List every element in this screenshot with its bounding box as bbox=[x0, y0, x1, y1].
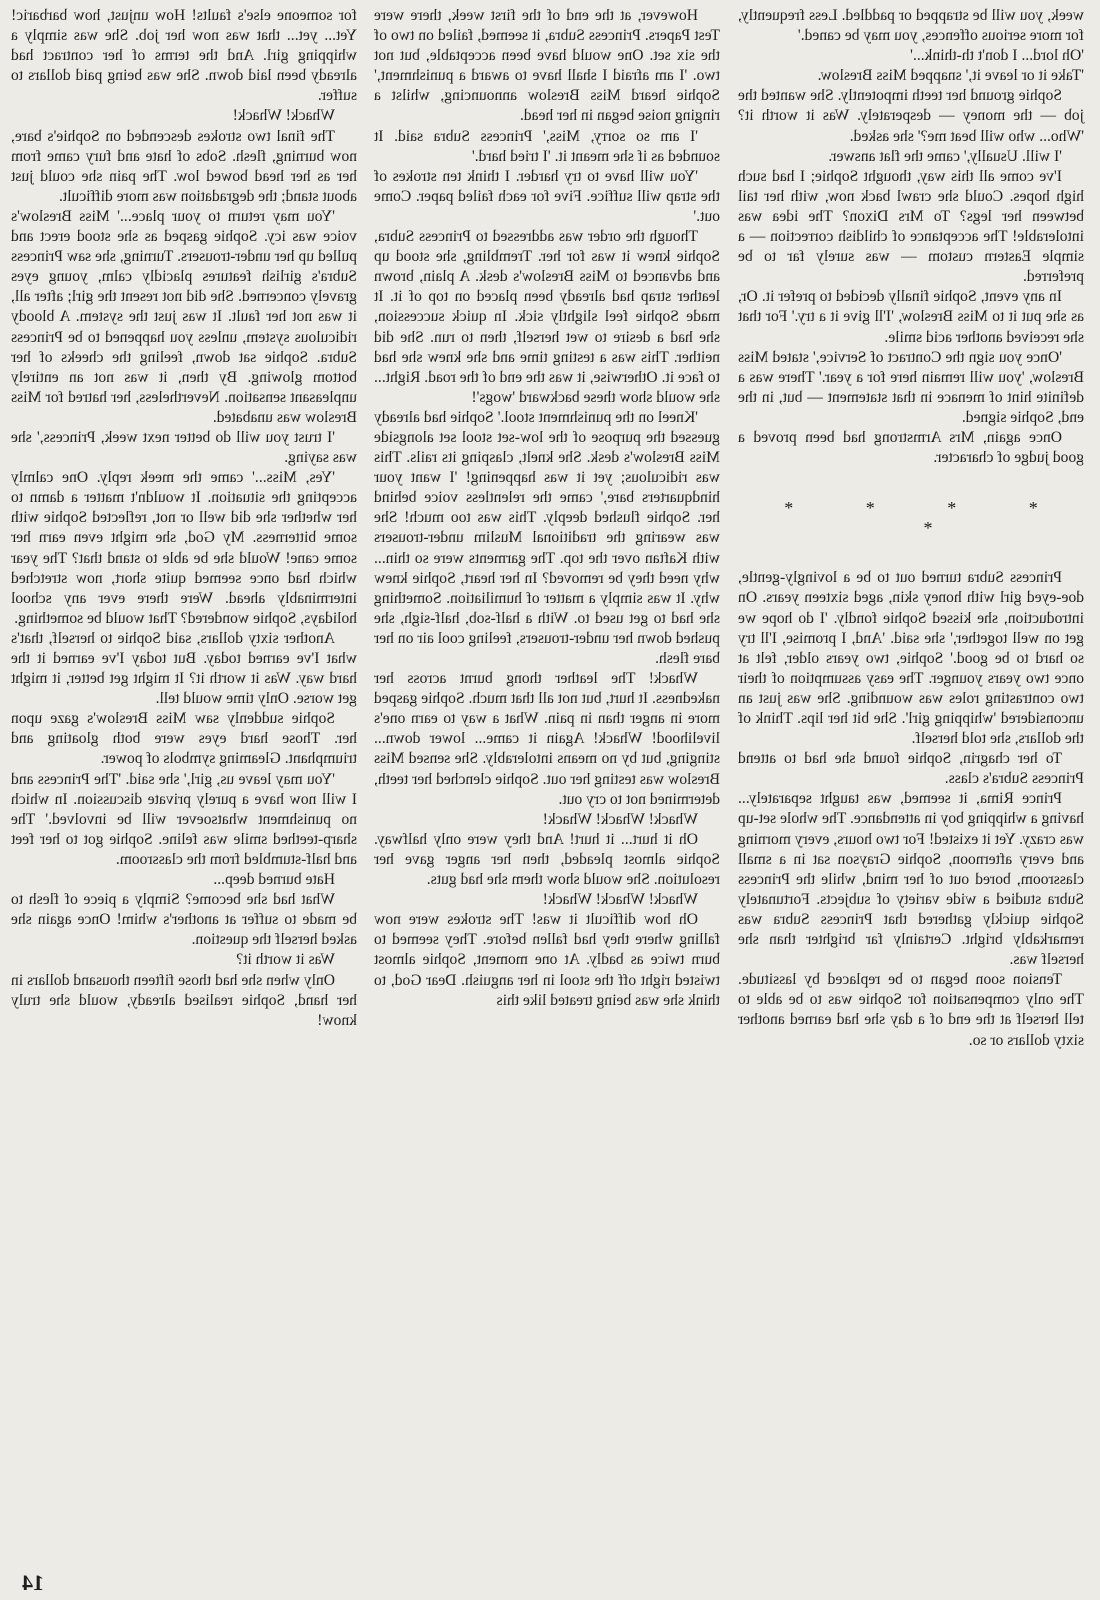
paragraph: 'Oh lord... I don't th-think...' bbox=[910, 47, 1084, 65]
paragraph: 'You may leave us, girl,' she said. 'The Princess and I will now have a purely private discussion. In which no punishment whatsoever will be involved.' The sharp-teethed smile was feline. Sophie got to her feet and half-stumbled from the classroom. bbox=[11, 770, 357, 868]
paragraph: Only when she had those fifteen thousand dollars in her hand, Sophie realised already, would she truly know! bbox=[11, 971, 357, 1029]
text-column-2 bbox=[374, 6, 720, 1011]
paragraph: 'I will. Usually,' came the flat answer. bbox=[828, 147, 1062, 165]
paragraph: 'Once you sign the Contract of Service,' stated Miss Breslow, 'you will remain here for a year.' There was a definite hint of menace in that statement — but, in the end, Sophie signed. bbox=[738, 348, 1084, 426]
paragraph: Hate burned deep... bbox=[213, 871, 335, 889]
paragraph: Whack! The leather thong burnt across her nakedness. It hurt, but not all that much. Sophie gasped more in anger than in pain. What a way to earn one's livelihood! Whack! Again it came... lower down... stinging, but by no means intolerably. She sensed Miss Breslow was testing her out. Sophie clenched her teeth, determined not to cry out. bbox=[374, 670, 720, 808]
paragraph: However, at the end of the first week, there were Test Papers. Princess Subra, it seemed, failed on two of the six set. One would have been acceptable, but not two. 'I am afraid I shall have to award a punishment,' Sophie heard Miss Breslow announcing, whilst a ringing noise began in her head. bbox=[374, 7, 720, 125]
paragraph: 'I trust you will do better next week, Princess,' she was saying. bbox=[11, 428, 357, 467]
paragraph: To her chagrin, Sophie found she had to attend Princess Subra's class. bbox=[738, 750, 1084, 788]
paragraph: Princess Subra turned out to be a lovingly-gentle, doe-eyed girl with honey skin, aged sixteen years. On introduction, she kissed Sophie fondly. 'I do hope we get on well together,' she said. 'And, I promise, I'll try so hard to be good.' Sophie, two years older, felt at once two years younger. The easy assumption of their two contrasting roles was wounding. She was just an unconsidered 'whipping girl'. She bit her lips. Think of the dollars, she told herself. bbox=[738, 569, 1084, 748]
text-column-1 bbox=[738, 6, 1084, 1051]
section-divider: * * * * * bbox=[750, 498, 1038, 539]
paragraph: In any event, Sophie finally decided to prefer it. Or, as she put it to Miss Breslow, 'I'll give it a try.' For that she received another acid smile. bbox=[738, 288, 1084, 346]
paragraph: Was it worth it? bbox=[236, 951, 335, 969]
paragraph: 'Kneel on the punishment stool.' Sophie had already guessed the purpose of the low-set stool set alongside Miss Breslow's desk. She knelt, clasping its rails. This was ridiculous; yet it was happening! 'I want your hindquarters bare,' came the relentless voice behind her. Sophie flushed deeply. This was too much! She was wearing the traditional Muslim under-trousers with Kaftan over the top. The garments were so thin... why need they be removed? In her heart, Sophie knew why. It was simply a matter of humiliation. Something she had to get used to. With a half-sob, half-sigh, she pushed down her under-trousers, feeling cool air on her bare flesh. bbox=[374, 408, 720, 667]
paragraph: Prince Rima, it seemed, was taught separately... having a whipping boy in attendance. The whole set-up was crazy. Yet it existed! For two hours, every morning and every afternoon, Sophie Grayson sat in a small classroom, bored out of her mind, while the Princess Subra studied a wide variety of subjects. Fortunately Sophie quickly gathered that Princess Subra was remarkably bright. Certainly far brighter than she herself was. bbox=[738, 790, 1084, 969]
text-column-3 bbox=[11, 6, 357, 1031]
paragraph: week, you will be strapped or paddled. Less frequently, for more serious offences, you may be caned.' bbox=[738, 7, 1084, 45]
paragraph: Tension soon began to be replaced by lassitude. The only compensation for Sophie was to be able to tell herself at the end of a day she had earned another sixty dollars or so. bbox=[738, 971, 1084, 1049]
paragraph: 'You may return to your place...' Miss Breslow's voice was icy. Sophie gasped as she stood erect and pulled up her under-trousers. Turning, she saw Princess Subra's girlish features placidly calm, young eyes gravely concerned. She did not resent the girl; after all, it was not her fault. It was just the system. A bloody ridiculous system, unless you happened to be Princess Subra. Sophie sat down, feeling the cheeks of her bottom glowing. By then, it was not an entirely unpleasant sensation. Nevertheless, her hatred for Miss Breslow was unabated. bbox=[11, 207, 357, 426]
paragraph: Oh it hurt... it hurt! And they were only halfway. Sophie almost pleaded, then her anger gave her resolution. She would show them she had guts. bbox=[374, 830, 720, 889]
paragraph: Another sixty dollars, said Sophie to herself, that's what I've earned today. But today I've earned it the hard way. Was it worth it? It might get better, it might get worse. Only time would tell. bbox=[11, 629, 357, 708]
paragraph: 'Yes, Miss...' came the meek reply. One calmly accepting the situation. It wouldn't matter a damn to her whether she did well or not, reflected Sophie with some bitterness. My God, she might even earn her some cane! Would she be able to stand that? The year which had once seemed quite short, now stretched interminably ahead. Were there ever any school holidays, Sophie wondered? That would be something. bbox=[11, 469, 357, 627]
paragraph: Once again, Mrs Armstrong had been proved a good judge of character. bbox=[738, 428, 1084, 467]
paragraph: Whack! Whack! bbox=[232, 107, 335, 125]
paragraph: Whack! Whack! Whack! bbox=[542, 891, 698, 909]
paragraph: 'I am so sorry, Miss,' Princess Subra said. It sounded as if she meant it. 'I tried hard.' bbox=[374, 127, 720, 165]
paragraph: Though the order was addressed to Princess Subra, Sophie knew it was for her. Trembling, she stood up and advanced to Miss Breslow's desk. A plain, brown leather strap had already been placed on top of it. It made Sophie feel slightly sick. In quick succession, she had a desire to wet herself, then to run. She did neither. This was a testing time and she knew she had to face it. Otherwise, it was the end of the road. Right... she would show these backward 'wogs'! bbox=[373, 228, 720, 406]
paragraph: The final two strokes descended on Sophie's bare, now burning, flesh. Sobs of hate and fury came from her as her head bowed low. The pain she could just about stand; the degradation was more difficult. bbox=[11, 127, 357, 205]
paragraph: 'You will have to try harder. I think ten strokes of the strap will suffice. Five for each failed paper. Come out.' bbox=[374, 167, 720, 225]
paragraph: for someone else's faults! How unjust, how barbaric! Yet... yet... that was now her job. She was simply a whipping girl. And the terms of her contract had already been laid down. She was being paid dollars to suffer. bbox=[11, 7, 357, 105]
paragraph: 'Take it or leave it,' snapped Miss Breslow. bbox=[817, 67, 1084, 85]
paragraph: Oh how difficult it was! The strokes were now falling where they had fallen before. They seemed to burn twice as badly. At one moment, Sophie almost twisted right off the stool in her anguish. Dear God, to think she was being treated like this bbox=[374, 911, 720, 1009]
paragraph: Whack! Whack! Whack! bbox=[542, 810, 698, 828]
paragraph: I've come all this way, thought Sophie; I had such high hopes. Could she crawl back now, with her tail between her legs? To Mrs Dixon? The idea was intolerable! The acceptance of childish correction — a simple Eastern custom — was surely far to be preferred. bbox=[738, 167, 1084, 286]
page-number: 14 bbox=[22, 1570, 44, 1595]
paragraph: What had she become? Simply a piece of flesh to be made to suffer at another's whim! Once again she asked herself the question. bbox=[11, 891, 357, 949]
paragraph: Sophie ground her teeth impotently. She wanted the job — the money — desperately. Was it worth it? 'Who... who will beat me?' she asked. bbox=[738, 87, 1084, 145]
paragraph: Sophie suddenly saw Miss Breslow's gaze upon her. Those hard eyes were both gloating and triumphant. Gleaming symbols of power. bbox=[11, 710, 357, 768]
